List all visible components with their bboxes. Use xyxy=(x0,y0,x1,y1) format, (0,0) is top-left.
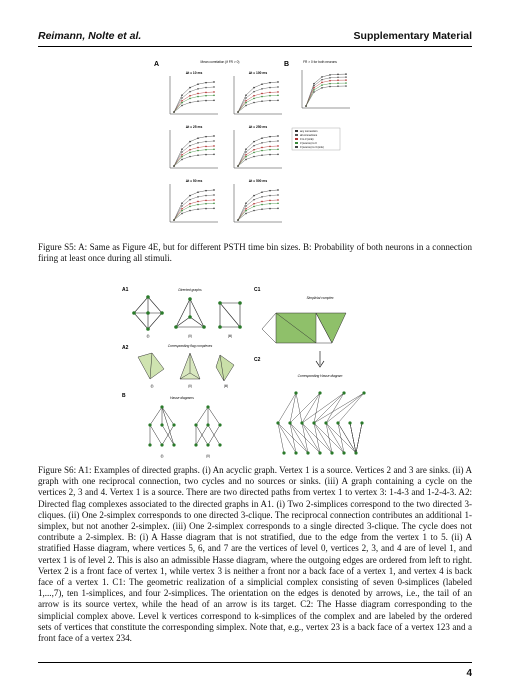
s5-subplot xyxy=(170,125,218,168)
s6-label-a1: A1 xyxy=(122,287,129,293)
s5-subplot xyxy=(234,71,282,114)
s6-c2-node xyxy=(362,391,365,394)
s5-subplot xyxy=(170,179,218,222)
s6-c2-node xyxy=(330,451,333,454)
s6-c1-complex xyxy=(262,313,346,343)
s5-panel-b-plot xyxy=(302,70,350,108)
s6-a1-graphs xyxy=(134,297,240,329)
figure-s5 xyxy=(150,58,370,236)
s6-a2-iii: (iii) xyxy=(223,384,229,388)
s6-c2-node xyxy=(294,451,297,454)
s5-legend-entry: all connections xyxy=(300,134,318,137)
s6-label-c2: C2 xyxy=(254,357,261,363)
s6-arrow-down-icon xyxy=(316,351,324,367)
s6-c2-node xyxy=(288,421,291,424)
header-rule xyxy=(38,46,472,47)
figure-s5-caption: Figure S5: A: Same as Figure 4E, but for different PSTH time bin sizes. B: Probability of both neurons in a connection firing at least once during all stimuli. xyxy=(38,242,472,264)
page-number: 4 xyxy=(466,668,472,679)
s6-label-a2: A2 xyxy=(122,345,129,351)
s6-c2-node xyxy=(336,421,339,424)
s6-label-c1: C1 xyxy=(254,287,261,293)
s6-c2-node xyxy=(360,421,363,424)
s5-panel-b-label: B xyxy=(284,61,290,68)
s6-title-hasse: Hasse diagrams xyxy=(170,396,194,400)
s5-legend-entry: 0 (source) to 3 (sink) xyxy=(300,146,324,149)
s5-legend-entry: 3 (source) to 0 xyxy=(300,142,317,145)
header-section: Supplementary Material xyxy=(353,30,472,42)
figure-s6-caption: Figure S6: A1: Examples of directed graphs. (i) An acyclic graph. Vertex 1 is a source. Vertices 2 and 3 are sinks. (ii) A graph with one reciprocal connection, two cycles and no sources or sinks. (iii) A graph containing a cycle on the vertices 2, 3 and 4. Vertex 1 is a source. There are two directed paths from vertex 1 to vertex 3: 1-4-3 and 1-2-4-3. A2: Directed flag complexes associated to the directed graphs in A1. (i) Two 2-simplices correspond to the two directed 3-cliques. (ii) One 2-simplex corresponds to one directed 3-clique. The reciprocal connection contributes an additional 1-simplex, but not another 2-simplex. (iii) One 2-simplex corresponds to a single directed 3-clique. The cycle does not contribute a 2-simplex. B: (i) A Hasse diagram that is not stratified, due to the edge from the vertex 1 to 5. (ii) A stratified Hasse diagram, where vertices 5, 6, and 7 are the vertices of level 0, vertices 2, 3, and 4 are of level 1, and vertex 1 is of level 2. This is also an admissible Hasse diagram, where the outgoing edges are ordered from left to right. Vertex 2 is a front face of vertex 1, while vertex 3 is neither a front nor a back face of a vertex 1, and vertex 4 is back face of a vertex 1. C1: The geometric realization of a simplicial complex consisting of seven 0-simplices (labeled 1,...,7), ten 1-simplices, and four 2-simplices. The orientation on the edges is denoted by arrows, i.e., the tail of an arrow is its source vertex, while the head of an arrow is its target. C2: The Hasse diagram corresponding to the simplicial complex above. Level k vertices correspond to k-simplices of the complex and are labeled by the ordered sets of vertices that constitute the corresponding simplex. Note that, e.g., vertex 23 is a back face of a vertex 123 and a front face of a vertex 234. xyxy=(38,465,472,644)
s6-a2-ii: (ii) xyxy=(188,384,192,388)
figure-s6 xyxy=(120,283,410,461)
s5-legend-swatch xyxy=(295,138,298,140)
s6-c2-node xyxy=(318,391,321,394)
s6-c2-node xyxy=(282,451,285,454)
s6-title-flag: Corresponding flag complexes xyxy=(167,344,213,348)
s6-title-directed: Directed graphs xyxy=(178,288,202,292)
s6-c2-node xyxy=(318,451,321,454)
s6-c2-node xyxy=(348,421,351,424)
s6-b-ii: (ii) xyxy=(206,454,210,458)
s6-c2-hasse xyxy=(276,391,365,454)
s5-subplot-title: Δt = 25 ms xyxy=(185,125,203,129)
s6-b-hasse xyxy=(150,407,220,445)
s5-subplot-title: Δt = 500 ms xyxy=(248,179,268,183)
header-authors: Reimann, Nolte et al. xyxy=(38,30,142,42)
s6-a1-ii: (ii) xyxy=(188,334,192,338)
s5-legend-swatch xyxy=(295,142,298,144)
s6-c2-node xyxy=(276,421,279,424)
s6-c2-node xyxy=(300,421,303,424)
s6-c2-node xyxy=(342,391,345,394)
s6-label-b: B xyxy=(122,393,126,399)
s6-a1-i: (i) xyxy=(146,334,150,338)
s5-subplot-title: Δt = 10 ms xyxy=(185,71,203,75)
s5-legend-entry: any connection xyxy=(300,130,318,133)
s5-legend-swatch xyxy=(295,146,298,148)
s6-b-i: (i) xyxy=(160,454,164,458)
s6-title-simplicial: Simplicial complex xyxy=(306,296,334,300)
s6-c2-node xyxy=(294,391,297,394)
footer-rule xyxy=(38,662,472,663)
s5-legend xyxy=(292,128,340,150)
s5-subplot xyxy=(170,71,218,114)
s6-a1-nodes xyxy=(132,295,242,331)
s5-legend-swatch xyxy=(295,134,298,136)
s5-panel-b-title: FR > 0 for both neurons xyxy=(303,60,337,64)
s5-legend-swatch xyxy=(295,130,298,132)
s6-title-corr-hasse: Corresponding Hasse diagram xyxy=(297,374,343,378)
page-header xyxy=(38,30,472,46)
s5-legend-entry: 0 to 3 (sink) xyxy=(300,138,314,141)
s5-subplot-title: Δt = 100 ms xyxy=(248,71,268,75)
s5-subplot-title: Δt = 50 ms xyxy=(185,179,203,183)
s6-a1-iii: (iii) xyxy=(227,334,233,338)
s5-panel-a-label: A xyxy=(154,61,160,68)
s6-a2-complexes xyxy=(138,353,234,381)
s5-subplot xyxy=(234,179,282,222)
s6-c2-node xyxy=(306,451,309,454)
s6-c2-node xyxy=(312,421,315,424)
s6-c2-node xyxy=(342,451,345,454)
s6-c2-node xyxy=(354,451,357,454)
s5-panel-a-title: Mean correlation (if FR > 0) xyxy=(200,60,240,64)
s5-subplot xyxy=(234,125,282,168)
s6-c2-node xyxy=(324,421,327,424)
s5-subplot-title: Δt = 250 ms xyxy=(248,125,268,129)
s6-a2-i: (i) xyxy=(150,384,154,388)
